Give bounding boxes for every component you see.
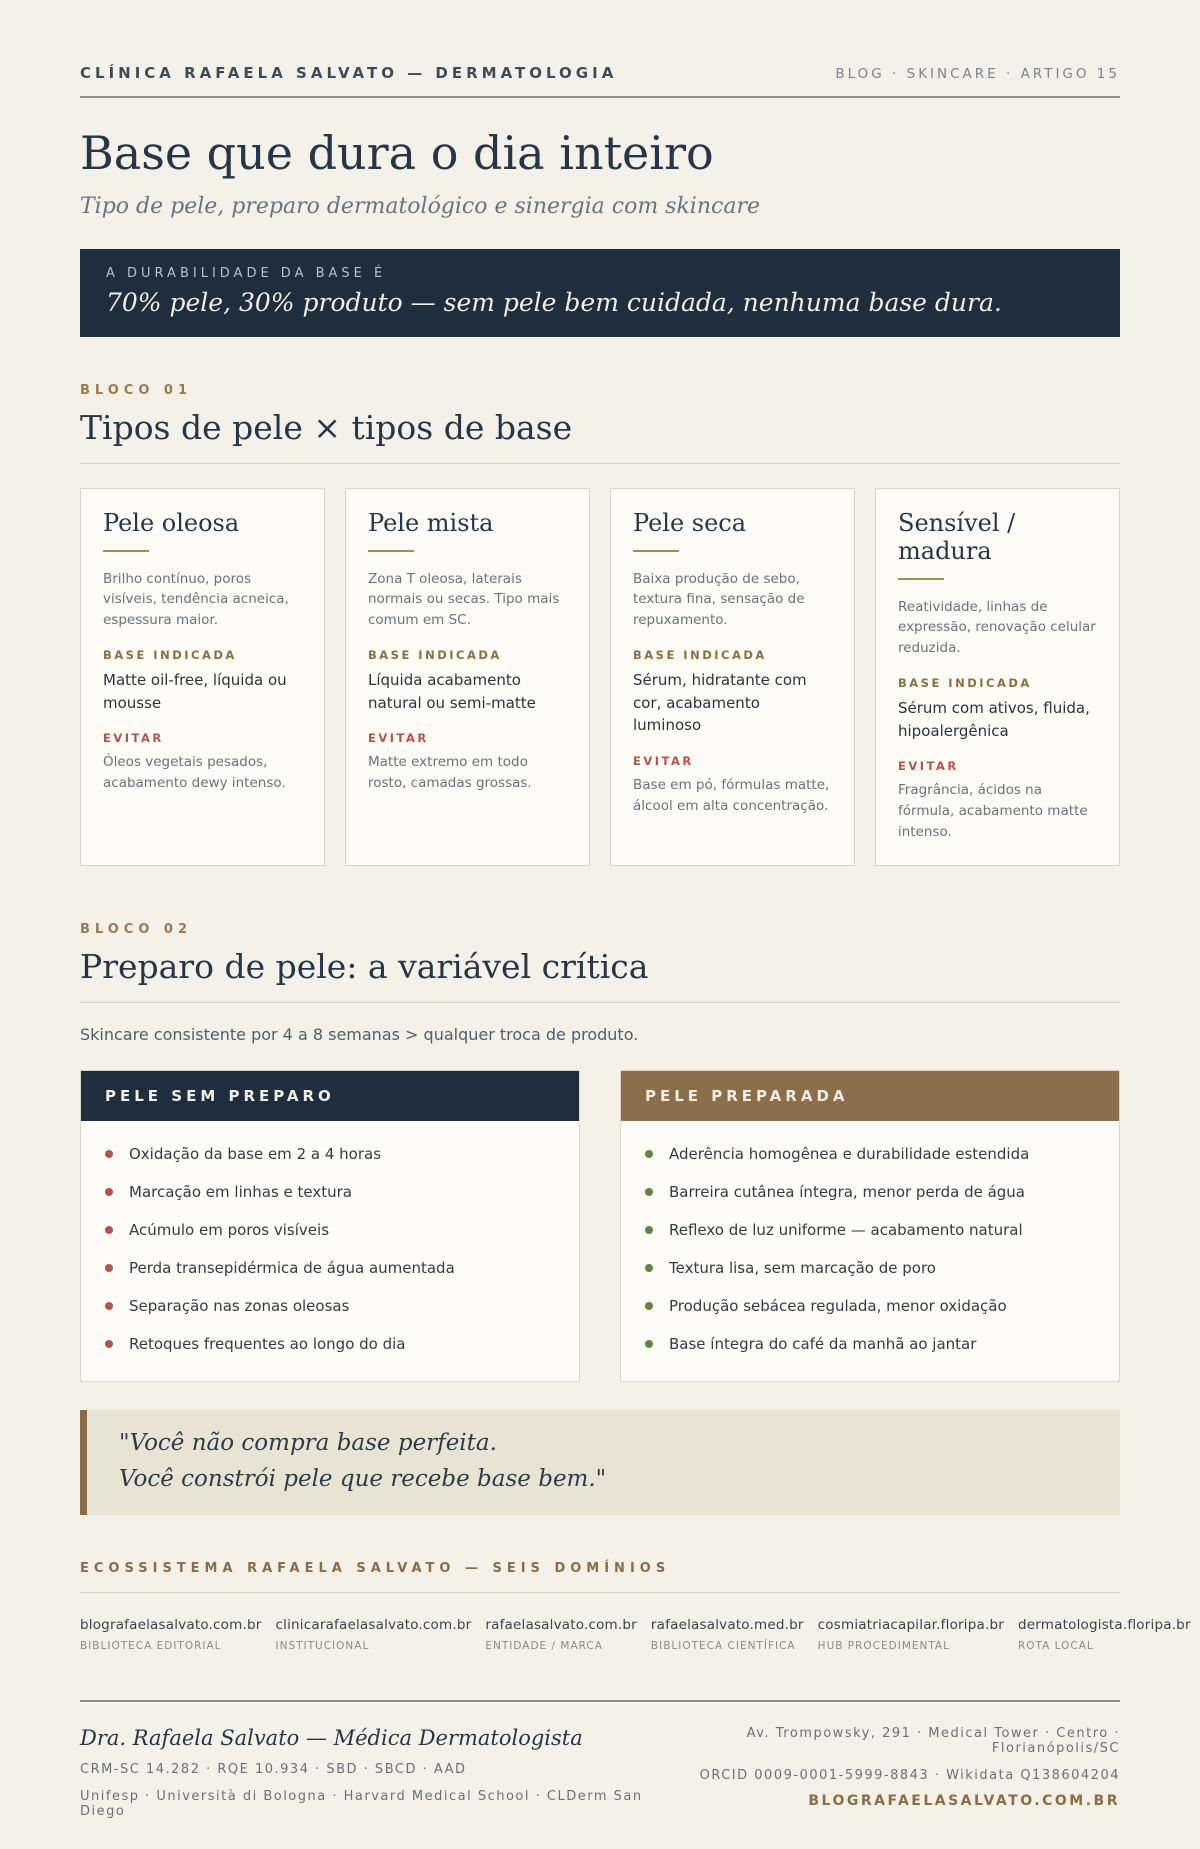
list-item: [105, 1183, 555, 1201]
evitar-value: Base em pó, fórmulas matte, álcool em alta concentração.: [633, 776, 830, 814]
domain-label: HUB PROCEDIMENTAL: [817, 1640, 951, 1653]
domain-label: ROTA LOCAL: [1018, 1640, 1094, 1653]
base-indicada-value: Matte oil-free, líquida ou mousse: [103, 671, 287, 712]
ecosystem-divider: [80, 1592, 1120, 1593]
evitar-value: Fragrância, ácidos na fórmula, acabamento matte intenso.: [898, 782, 1088, 841]
card-accent-line: [103, 550, 149, 552]
domain-label: BIBLIOTECA EDITORIAL: [80, 1640, 222, 1653]
section-divider: [80, 463, 1120, 464]
doctor-education: Unifesp · Università di Bologna · Harvard Medical School · CLDerm San Diego: [80, 1789, 643, 1820]
column-pele-sem-preparo: [80, 1070, 580, 1382]
footer-right: [649, 1726, 1120, 1819]
skin-type-cards: [80, 488, 1120, 867]
card-description: Reatividade, linhas de expressão, renovação celular reduzida.: [898, 598, 1096, 657]
evitar-label: EVITAR: [633, 753, 694, 768]
footer-left: [80, 1726, 649, 1819]
list-item: [105, 1335, 555, 1353]
evitar-value: Óleos vegetais pesados, acabamento dewy intenso.: [103, 754, 286, 792]
section-divider: [80, 1002, 1120, 1003]
bullet-dot-icon: [645, 1264, 653, 1272]
evitar-label: EVITAR: [368, 731, 429, 746]
bullet-dot-icon: [645, 1150, 653, 1158]
clinic-brand: CLÍNICA RAFAELA SALVATO — DERMATOLOGIA: [80, 64, 618, 82]
skin-card-oleosa: [80, 488, 325, 867]
list-item-text: Retoques frequentes ao longo do dia: [129, 1335, 406, 1354]
list-item: [645, 1335, 1095, 1353]
skin-card-seca: [610, 488, 855, 867]
bullet-dot-icon: [645, 1188, 653, 1196]
evitar-label: EVITAR: [103, 731, 164, 746]
topbar: [80, 64, 1120, 82]
site-link[interactable]: BLOGRAFAELASALVATO.COM.BR: [808, 1793, 1120, 1810]
skin-card-sensivel-madura: [875, 488, 1120, 867]
list-item: [645, 1145, 1095, 1163]
article-page: [80, 0, 1191, 1849]
column-header: PELE SEM PREPARO: [81, 1071, 579, 1121]
card-title: Sensível / madura: [898, 508, 1016, 565]
bullet-dot-icon: [105, 1340, 113, 1348]
column-pele-preparada: [620, 1070, 1120, 1382]
base-indicada-label: BASE INDICADA: [368, 648, 502, 663]
list-item-text: Marcação em linhas e textura: [129, 1183, 352, 1202]
domain-item: [485, 1617, 637, 1652]
quote-line-2: Você constrói pele que recebe base bem.": [119, 1465, 607, 1492]
breadcrumb: BLOG · SKINCARE · ARTIGO 15: [835, 66, 1120, 82]
base-indicada-label: BASE INDICADA: [633, 648, 767, 663]
doctor-credentials: CRM-SC 14.282 · RQE 10.934 · SBD · SBCD · AAD: [80, 1762, 467, 1778]
list-item: [105, 1145, 555, 1163]
list-item-text: Oxidação da base em 2 a 4 horas: [129, 1145, 382, 1164]
header-divider: [80, 96, 1120, 98]
base-indicada-value: Sérum, hidratante com cor, acabamento luminoso: [633, 671, 807, 735]
list-item-text: Perda transepidérmica de água aumentada: [129, 1259, 455, 1278]
highlight-banner: [80, 249, 1120, 337]
clinic-address: Av. Trompowsky, 291 · Medical Tower · Centro · Florianópolis/SC: [746, 1726, 1120, 1757]
list-item: [645, 1183, 1095, 1201]
section-lead: Skincare consistente por 4 a 8 semanas > qualquer troca de produto.: [80, 1025, 639, 1045]
base-indicada-value: Líquida acabamento natural ou semi-matte: [368, 671, 536, 712]
list-item: [105, 1259, 555, 1277]
section-title: Preparo de pele: a variável crítica: [80, 947, 649, 987]
column-header: PELE PREPARADA: [621, 1071, 1119, 1121]
domain-item: [818, 1617, 1004, 1652]
domain-link[interactable]: cosmiatriacapilar.floripa.br: [817, 1617, 1004, 1634]
bullet-dot-icon: [645, 1340, 653, 1348]
list-item-text: Aderência homogênea e durabilidade estendida: [669, 1145, 1030, 1164]
domain-item: [276, 1617, 472, 1652]
ecosystem-title: ECOSSISTEMA RAFAELA SALVATO — SEIS DOMÍNIOS: [80, 1561, 671, 1577]
list-item-text: Textura lisa, sem marcação de poro: [669, 1259, 936, 1278]
domain-label: INSTITUCIONAL: [275, 1640, 370, 1653]
registry-ids: ORCID 0009-0001-5999-8843 · Wikidata Q138604204: [699, 1768, 1120, 1784]
section-label: BLOCO 02: [80, 922, 192, 938]
bullet-dot-icon: [645, 1302, 653, 1310]
domain-label: BIBLIOTECA CIENTÍFICA: [650, 1640, 796, 1653]
bullet-dot-icon: [105, 1226, 113, 1234]
card-accent-line: [898, 578, 944, 580]
section-bloco-02: [80, 922, 1120, 1382]
list-item-text: Barreira cutânea íntegra, menor perda de água: [669, 1183, 1025, 1202]
quote-line-1: "Você não compra base perfeita.: [119, 1430, 497, 1457]
banner-statement: 70% pele, 30% produto — sem pele bem cuidada, nenhuma base dura.: [106, 287, 1002, 317]
page-subtitle: Tipo de pele, preparo dermatológico e sinergia com skincare: [80, 193, 760, 219]
bullet-dot-icon: [645, 1226, 653, 1234]
domain-link[interactable]: rafaelasalvato.com.br: [485, 1617, 637, 1634]
list-item-text: Produção sebácea regulada, menor oxidação: [669, 1297, 1007, 1316]
domain-link[interactable]: dermatologista.floripa.br: [1018, 1617, 1191, 1634]
pull-quote: [80, 1410, 1120, 1515]
card-accent-line: [368, 550, 414, 552]
list-item-text: Acúmulo em poros visíveis: [129, 1221, 330, 1240]
domain-link[interactable]: clinicarafaelasalvato.com.br: [275, 1617, 472, 1634]
domain-item: [651, 1617, 804, 1652]
footer: [80, 1726, 1120, 1819]
list-item: [645, 1297, 1095, 1315]
list-item-text: Reflexo de luz uniforme — acabamento natural: [669, 1221, 1023, 1240]
section-bloco-01: [80, 383, 1120, 867]
domain-label: ENTIDADE / MARCA: [485, 1640, 603, 1653]
base-indicada-value: Sérum com ativos, fluida, hipoalergênica: [898, 699, 1090, 740]
evitar-value: Matte extremo em todo rosto, camadas grossas.: [368, 754, 532, 792]
domain-link[interactable]: rafaelasalvato.med.br: [650, 1617, 804, 1634]
column-list: [621, 1121, 1119, 1381]
ecosystem-section: [80, 1561, 1191, 1653]
comparison-columns: [80, 1070, 1120, 1382]
domain-list: [80, 1617, 1191, 1653]
list-item: [645, 1259, 1095, 1277]
page-title: Base que dura o dia inteiro: [80, 126, 714, 180]
domain-link[interactable]: blografaelasalvato.com.br: [80, 1617, 262, 1634]
bullet-dot-icon: [105, 1188, 113, 1196]
bullet-dot-icon: [105, 1150, 113, 1158]
list-item-text: Separação nas zonas oleosas: [129, 1297, 350, 1316]
card-title: Pele mista: [368, 508, 494, 537]
card-title: Pele seca: [633, 508, 747, 537]
card-description: Baixa produção de sebo, textura fina, sensação de repuxamento.: [633, 570, 805, 629]
domain-item: [80, 1617, 262, 1652]
domain-item: [1018, 1617, 1191, 1652]
section-label: BLOCO 01: [80, 382, 192, 398]
card-title: Pele oleosa: [103, 508, 240, 537]
footer-divider: [80, 1700, 1120, 1702]
evitar-label: EVITAR: [898, 759, 959, 774]
list-item: [105, 1297, 555, 1315]
banner-kicker: A DURABILIDADE DA BASE É: [106, 265, 387, 281]
card-description: Brilho contínuo, poros visíveis, tendência acneica, espessura maior.: [103, 570, 289, 629]
list-item: [645, 1221, 1095, 1239]
list-item-text: Base íntegra do café da manhã ao jantar: [669, 1335, 977, 1354]
bullet-dot-icon: [105, 1264, 113, 1272]
list-item: [105, 1221, 555, 1239]
doctor-name: Dra. Rafaela Salvato — Médica Dermatologista: [80, 1726, 583, 1751]
skin-card-mista: [345, 488, 590, 867]
base-indicada-label: BASE INDICADA: [898, 676, 1032, 691]
bullet-dot-icon: [105, 1302, 113, 1310]
column-list: [81, 1121, 579, 1381]
base-indicada-label: BASE INDICADA: [103, 648, 237, 663]
card-accent-line: [633, 550, 679, 552]
card-description: Zona T oleosa, laterais normais ou secas. Tipo mais comum em SC.: [368, 570, 560, 629]
section-title: Tipos de pele × tipos de base: [80, 407, 573, 447]
